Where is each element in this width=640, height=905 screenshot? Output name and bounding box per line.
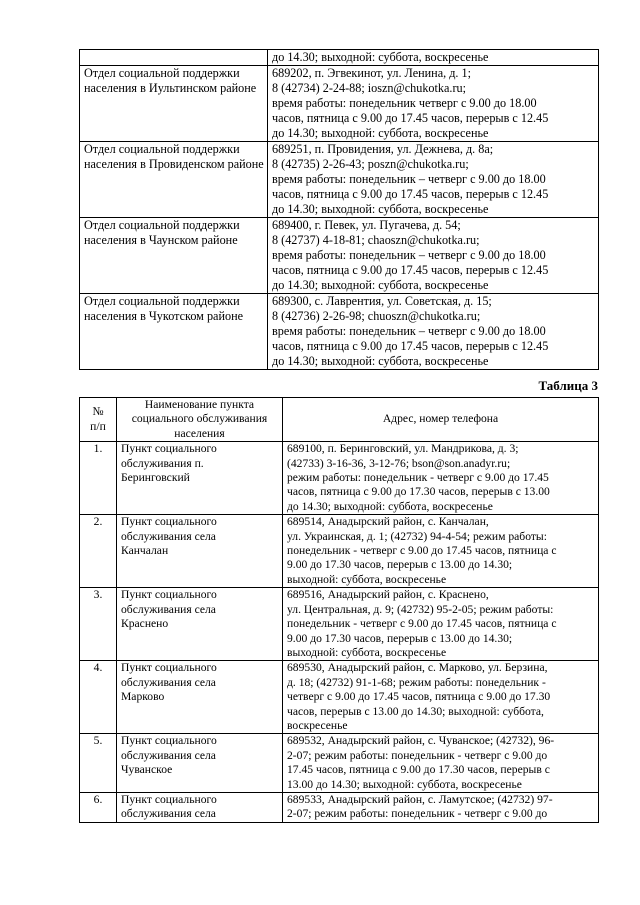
office-address-line: время работы: понедельник – четверг с 9.00 до 18.00 — [272, 172, 546, 186]
point-address-line: выходной: суббота, воскресенье — [287, 572, 447, 586]
point-name-line: Пункт социального — [121, 515, 217, 529]
office-address-line: 8 (42737) 4-18-81; chaoszn@chukotka.ru; — [272, 233, 480, 247]
office-address-line: время работы: понедельник – четверг с 9.00 до 18.00 — [272, 324, 546, 338]
point-address-line: ул. Украинская, д. 1; (42732) 94-4-54; режим работы: — [287, 529, 547, 543]
point-address-line: 689530, Анадырский район, с. Марково, ул. Берзина, — [287, 661, 548, 675]
office-name-line: Отдел социальной поддержки — [84, 142, 240, 156]
office-name-cell — [80, 294, 268, 370]
office-name-line: населения в Чукотском районе — [84, 309, 243, 323]
table-row — [80, 515, 599, 588]
office-name-cell — [80, 142, 268, 218]
point-name-line: обслуживания села — [121, 602, 216, 616]
office-name-cell — [80, 66, 268, 142]
office-address-cell — [268, 50, 599, 66]
point-address-line: часов, пятница с 9.00 до 17.30 часов, перерыв с 13.00 — [287, 485, 550, 499]
point-address-line: воскресенье — [287, 718, 348, 732]
point-name-line: Пункт социального — [121, 792, 217, 806]
point-address-line: ул. Центральная, д. 9; (42732) 95-2-05; режим работы: — [287, 602, 554, 616]
office-address-line: время работы: понедельник – четверг с 9.00 до 18.00 — [272, 248, 546, 262]
row-number: 6. — [80, 792, 117, 822]
office-address-line: часов, пятница с 9.00 до 17.45 часов, перерыв с 12.45 — [272, 187, 549, 201]
point-name-line: Чуванское — [121, 763, 173, 777]
office-name-line: Отдел социальной поддержки — [84, 218, 240, 232]
office-name-line: населения в Иультинском районе — [84, 81, 257, 95]
point-name-line: Беринговский — [121, 471, 190, 485]
point-address-line: 9.00 до 17.30 часов, перерыв с 13.00 до 14.30; — [287, 558, 513, 572]
office-address-line: часов, пятница с 9.00 до 17.45 часов, перерыв с 12.45 — [272, 339, 549, 353]
point-name-line: Пункт социального — [121, 734, 217, 748]
table-row — [80, 142, 599, 218]
office-address-line: время работы: понедельник четверг с 9.00 до 18.00 — [272, 96, 537, 110]
point-address-line: 9.00 до 17.30 часов, перерыв с 13.00 до 14.30; — [287, 631, 513, 645]
table-row — [80, 218, 599, 294]
offices-table-body — [80, 50, 599, 370]
office-address-line: 8 (42734) 2-24-88; ioszn@chukotka.ru; — [272, 81, 467, 95]
point-name-cell — [117, 661, 283, 734]
point-address-line: 13.00 до 14.30; выходной: суббота, воскресенье — [287, 777, 522, 791]
office-address-line: до 14.30; выходной: суббота, воскресенье — [272, 278, 489, 292]
office-address-cell — [268, 66, 599, 142]
office-address-line: до 14.30; выходной: суббота, воскресенье — [272, 354, 489, 368]
point-address-cell — [283, 792, 599, 822]
point-address-line: 689532, Анадырский район, с. Чуванское; (42732), 96- — [287, 734, 555, 748]
point-name-line: обслуживания села — [121, 529, 216, 543]
office-address-line: до 14.30; выходной: суббота, воскресенье — [272, 202, 489, 216]
office-name-line: Отдел социальной поддержки — [84, 66, 240, 80]
point-address-line: выходной: суббота, воскресенье — [287, 645, 447, 659]
header-address: Адрес, номер телефона — [283, 398, 599, 442]
point-address-line: 689533, Анадырский район, с. Ламутское; (42732) 97- — [287, 792, 553, 806]
header-name-line: населения — [174, 426, 225, 440]
table-row — [80, 294, 599, 370]
point-address-line: часов, перерыв с 13.00 до 14.30; выходной: суббота, — [287, 704, 544, 718]
point-name-line: Пункт социального — [121, 442, 217, 456]
office-address-line: 689400, г. Певек, ул. Пугачева, д. 54; — [272, 218, 461, 232]
office-name-line: населения в Провиденском районе — [84, 157, 264, 171]
point-name-line: Марково — [121, 690, 165, 704]
table-row — [80, 66, 599, 142]
header-name-line: Наименование пункта — [144, 398, 255, 411]
header-num-line: № — [92, 405, 104, 419]
office-address-line: часов, пятница с 9.00 до 17.45 часов, перерыв с 12.45 — [272, 111, 549, 125]
office-address-line: до 14.30; выходной: суббота, воскресенье — [272, 126, 489, 140]
office-address-line: 8 (42735) 2-26-43; poszn@chukotka.ru; — [272, 157, 469, 171]
point-address-cell — [283, 661, 599, 734]
point-address-line: 689516, Анадырский район, с. Краснено, — [287, 588, 489, 602]
table-row — [80, 734, 599, 793]
row-number: 4. — [80, 661, 117, 734]
point-name-cell — [117, 734, 283, 793]
point-address-cell — [283, 442, 599, 515]
office-address-line: 8 (42736) 2-26-98; chuoszn@chukotka.ru; — [272, 309, 481, 323]
office-name-cell — [80, 218, 268, 294]
point-name-cell — [117, 442, 283, 515]
office-address-cell — [268, 142, 599, 218]
point-address-line: понедельник - четверг с 9.00 до 17.45 часов, пятница с — [287, 617, 557, 631]
header-name-line: социального обслуживания — [131, 412, 268, 426]
row-number: 3. — [80, 588, 117, 661]
row-number: 1. — [80, 442, 117, 515]
table-header-row — [80, 398, 599, 442]
header-num — [80, 398, 117, 442]
row-number: 2. — [80, 515, 117, 588]
point-address-cell — [283, 734, 599, 793]
point-address-cell — [283, 515, 599, 588]
office-address-line: 689202, п. Эгвекинот, ул. Ленина, д. 1; — [272, 66, 471, 80]
point-address-line: понедельник - четверг с 9.00 до 17.45 часов, пятница с — [287, 544, 557, 558]
point-address-line: четверг с 9.00 до 17.45 часов, пятница с 9.00 до 17.30 — [287, 690, 551, 704]
service-points-table-body — [80, 442, 599, 823]
table-row — [80, 50, 599, 66]
point-name-line: Пункт социального — [121, 588, 217, 602]
table-row — [80, 661, 599, 734]
office-address-line: до 14.30; выходной: суббота, воскресенье — [272, 50, 489, 64]
point-address-line: до 14.30; выходной: суббота, воскресенье — [287, 499, 493, 513]
point-name-line: обслуживания села — [121, 748, 216, 762]
point-address-line: 2-07; режим работы: понедельник - четверг с 9.00 до — [287, 748, 548, 762]
row-number: 5. — [80, 734, 117, 793]
office-name-cell — [80, 50, 268, 66]
office-address-line: 689300, с. Лаврентия, ул. Советская, д. 15; — [272, 294, 492, 308]
header-num-line: п/п — [90, 419, 106, 433]
point-address-line: д. 18; (42732) 91-1-68; режим работы: понедельник - — [287, 675, 546, 689]
point-name-line: обслуживания п. — [121, 456, 204, 470]
point-address-line: 17.45 часов, пятница с 9.00 до 17.30 часов, перерыв с — [287, 763, 550, 777]
point-address-line: режим работы: понедельник - четверг с 9.00 до 17.45 — [287, 471, 549, 485]
point-name-line: Пункт социального — [121, 661, 217, 675]
point-address-line: 689100, п. Беринговский, ул. Мандрикова, д. 3; — [287, 442, 519, 456]
office-name-line: Отдел социальной поддержки — [84, 294, 240, 308]
office-address-line: 689251, п. Провидения, ул. Дежнева, д. 8а; — [272, 142, 494, 156]
point-name-line: обслуживания села — [121, 807, 216, 821]
service-points-table — [79, 397, 599, 823]
table-row — [80, 588, 599, 661]
office-address-line: часов, пятница с 9.00 до 17.45 часов, перерыв с 12.45 — [272, 263, 549, 277]
office-name-line: населения в Чаунском районе — [84, 233, 238, 247]
point-address-line: (42733) 3-16-36, 3-12-76; bson@son.anadyr.ru; — [287, 456, 511, 470]
point-name-line: Краснено — [121, 617, 169, 631]
point-name-line: обслуживания села — [121, 675, 216, 689]
header-name — [117, 398, 283, 442]
table3-title: Таблица 3 — [538, 378, 598, 393]
point-address-line: 689514, Анадырский район, с. Канчалан, — [287, 515, 489, 529]
point-name-cell — [117, 515, 283, 588]
point-name-cell — [117, 588, 283, 661]
office-address-cell — [268, 294, 599, 370]
office-address-cell — [268, 218, 599, 294]
point-address-line: 2-07; режим работы: понедельник - четверг с 9.00 до — [287, 807, 548, 821]
point-address-cell — [283, 588, 599, 661]
point-name-line: Канчалан — [121, 544, 169, 558]
table-row — [80, 442, 599, 515]
table-row — [80, 792, 599, 822]
point-name-cell — [117, 792, 283, 822]
offices-table — [79, 49, 599, 370]
